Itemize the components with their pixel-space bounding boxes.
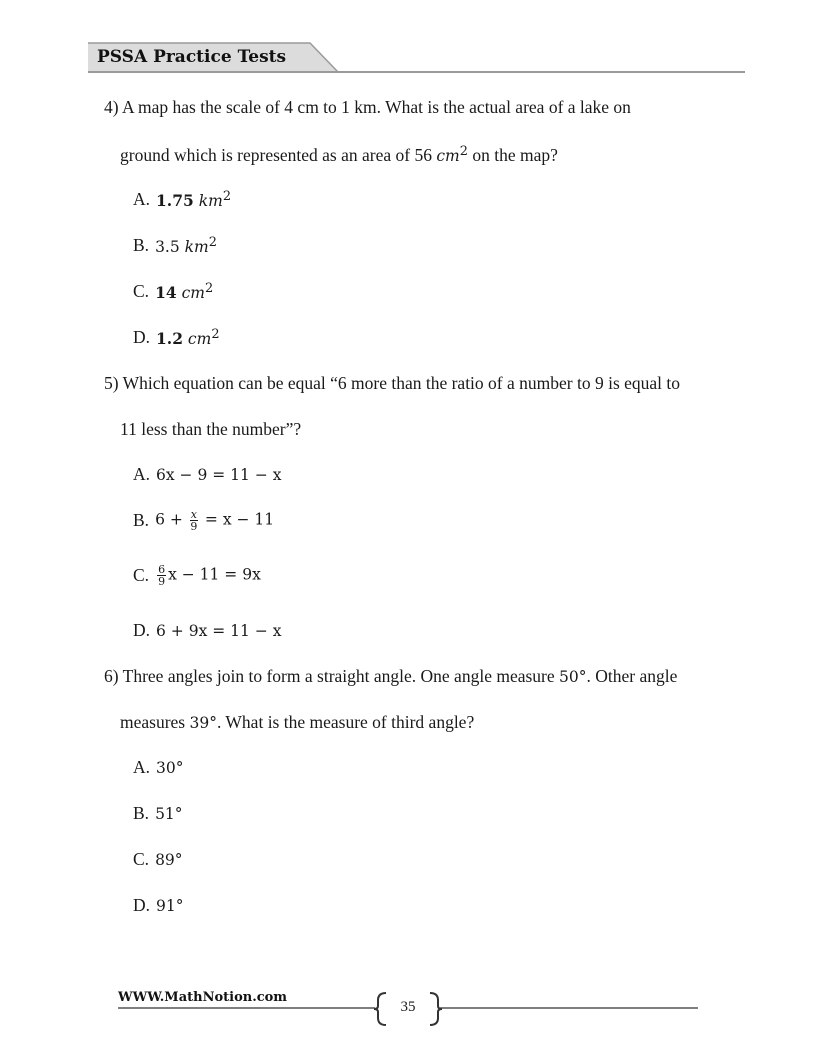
q5-option-b[interactable]: B. 6 + $\frac{x}{9}$ = x − 11 [133,508,275,533]
q5-line1: 5) Which equation can be equal “6 more than the ratio of a number to 9 is equal to [104,373,681,393]
page-number: 35 [400,999,416,1015]
q6-option-d[interactable]: D. 91° [133,895,184,915]
q4-option-d[interactable]: D. 1.2 $cm^2$ [133,327,220,349]
q4-line1: 4) A map has the scale of 4 cm to 1 km. What is the actual area of a lake on [104,97,631,117]
q5-option-d[interactable]: D. 6 + 9x = 11 − x [133,620,282,640]
q4-option-a[interactable]: A. 1.75 $km^2$ [133,189,232,211]
q4-line2: ground which is represented as an area of 56 $cm^2$ on the map? [120,144,558,166]
q4-option-c[interactable]: C. 14 $cm^2$ [133,281,214,303]
q6-option-b[interactable]: B. 51° [133,803,183,823]
footer-website: WWW.MathNotion.com [118,990,288,1005]
q5-line2: 11 less than the number”? [120,419,302,439]
q6-option-a[interactable]: A. 30° [133,757,184,777]
header-banner [0,0,816,80]
q6-line2: measures 39°. What is the measure of third angle? [120,712,475,732]
q5-option-a[interactable]: A. 6x − 9 = 11 − x [133,464,282,484]
q6-line1: 6) Three angles join to form a straight angle. One angle measure 50°. Other angle [104,666,678,686]
q4-option-b[interactable]: B. 3.5 $km^2$ [133,235,217,257]
q5-option-c[interactable]: C. $\frac{6}{9}$ x − 11 = 9x [133,563,261,588]
q6-option-c[interactable]: C. 89° [133,849,183,869]
header-title: PSSA Practice Tests [97,47,287,67]
